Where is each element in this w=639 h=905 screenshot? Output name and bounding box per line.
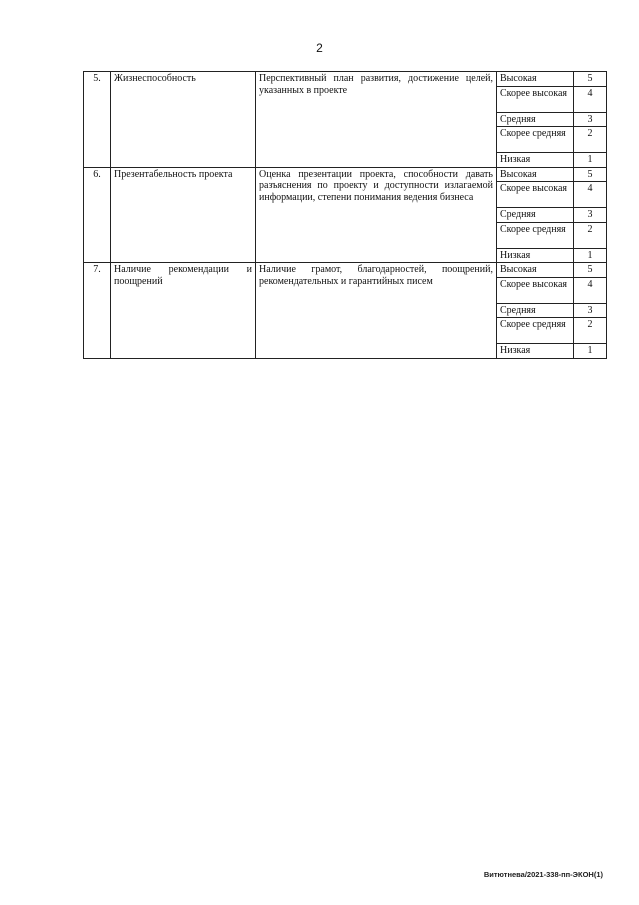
level-label: Высокая — [497, 167, 574, 182]
level-score: 5 — [574, 263, 607, 278]
criterion-name: Наличие рекомендации и поощрений — [111, 263, 256, 359]
level-score: 2 — [574, 318, 607, 344]
table-row — [84, 167, 607, 182]
criterion-description: Оценка презентации проекта, способности давать разъяснения по проекту и доступности излагаемой информации, степени понимания ведения бизнеса — [256, 167, 497, 263]
criterion-name: Презентабельность проекта — [111, 167, 256, 263]
level-score: 5 — [574, 72, 607, 87]
level-label: Средняя — [497, 208, 574, 223]
level-score: 3 — [574, 208, 607, 223]
level-label: Скорее средняя — [497, 127, 574, 153]
level-score: 3 — [574, 112, 607, 127]
criterion-number: 7. — [84, 263, 111, 359]
level-label: Низкая — [497, 344, 574, 359]
level-score: 1 — [574, 248, 607, 263]
criterion-description: Перспективный план развития, достижение целей, указанных в проекте — [256, 72, 497, 168]
level-score: 4 — [574, 277, 607, 303]
criterion-name: Жизнеспособность — [111, 72, 256, 168]
level-label: Средняя — [497, 303, 574, 318]
level-score: 1 — [574, 153, 607, 168]
criterion-number: 6. — [84, 167, 111, 263]
level-score: 4 — [574, 182, 607, 208]
table-row — [84, 263, 607, 278]
level-score: 4 — [574, 86, 607, 112]
level-label: Скорее высокая — [497, 182, 574, 208]
criteria-table — [83, 71, 607, 359]
level-score: 2 — [574, 222, 607, 248]
level-label: Низкая — [497, 153, 574, 168]
criterion-description: Наличие грамот, благодарностей, поощрений, рекомендательных и гарантийных писем — [256, 263, 497, 359]
criterion-number: 5. — [84, 72, 111, 168]
document-code: Витютнева/2021-338-пп-ЭКОН(1) — [483, 870, 603, 879]
level-label: Высокая — [497, 72, 574, 87]
level-label: Средняя — [497, 112, 574, 127]
level-label: Скорее высокая — [497, 86, 574, 112]
level-score: 3 — [574, 303, 607, 318]
level-score: 1 — [574, 344, 607, 359]
level-label: Низкая — [497, 248, 574, 263]
level-label: Высокая — [497, 263, 574, 278]
table-row — [84, 72, 607, 87]
level-score: 5 — [574, 167, 607, 182]
level-score: 2 — [574, 127, 607, 153]
level-label: Скорее средняя — [497, 318, 574, 344]
level-label: Скорее средняя — [497, 222, 574, 248]
page-number: 2 — [316, 41, 323, 55]
level-label: Скорее высокая — [497, 277, 574, 303]
